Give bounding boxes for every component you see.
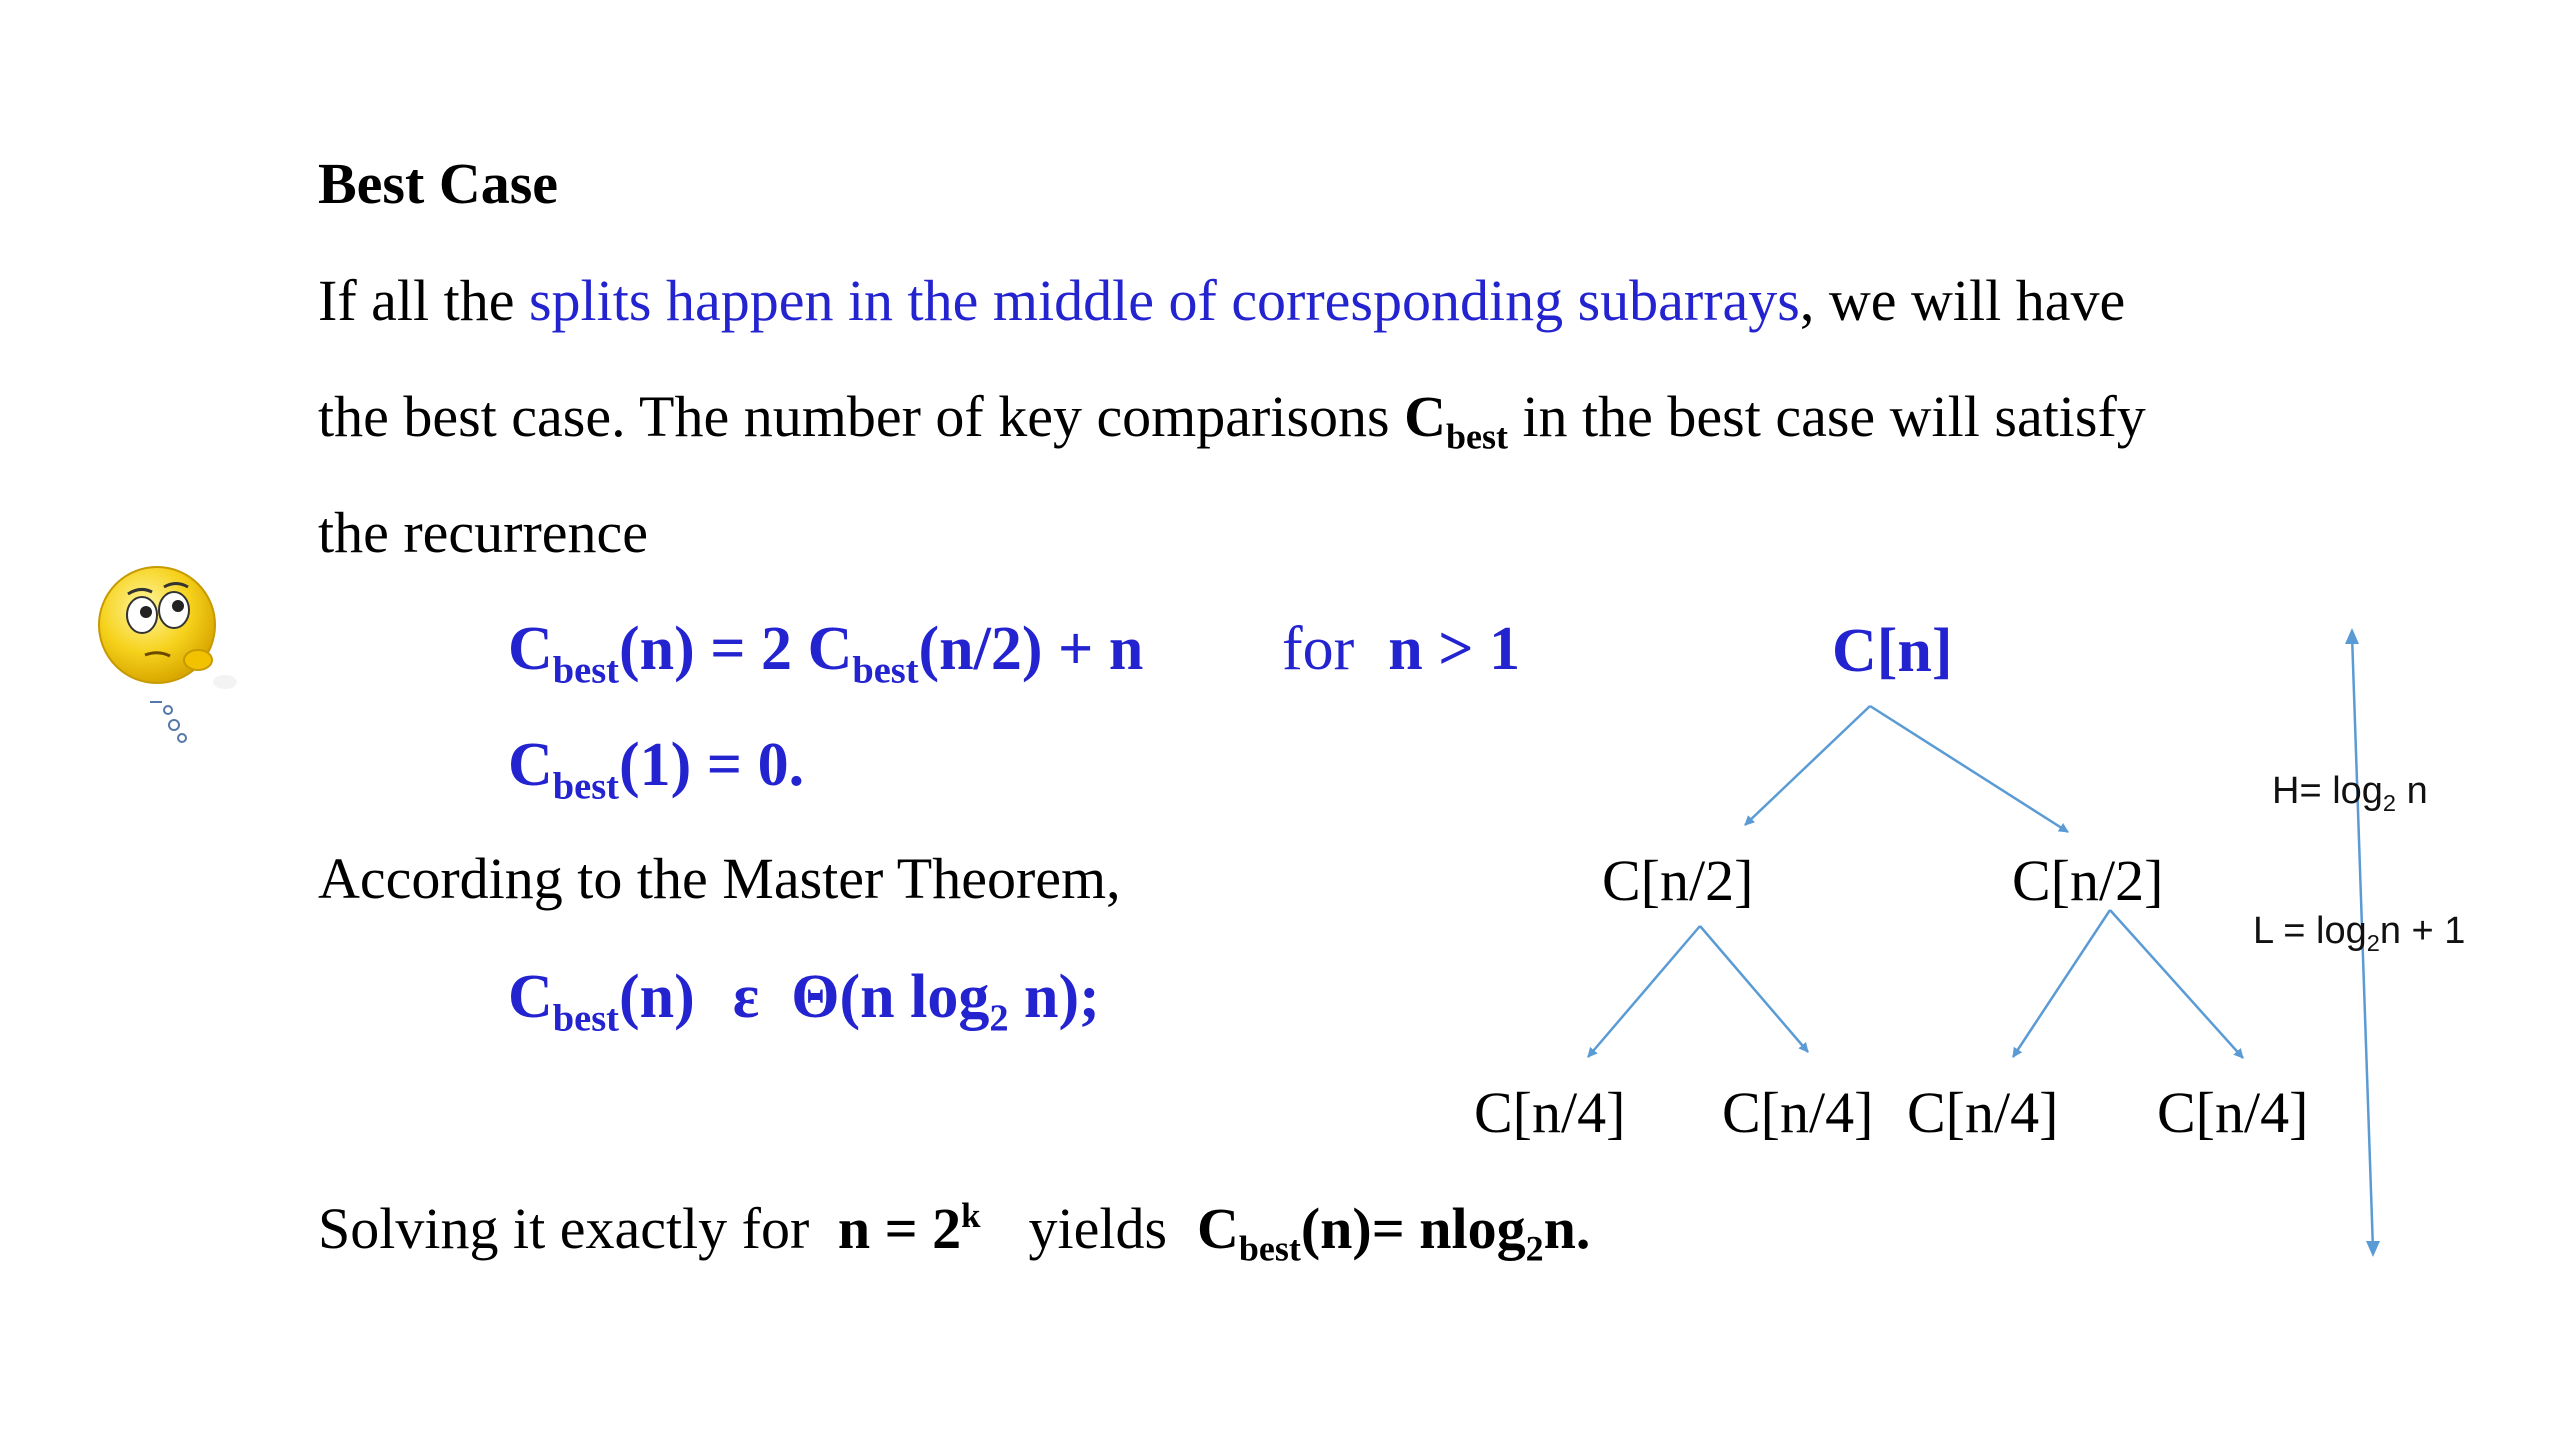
tree-node-level2: C[n/4]	[1474, 1080, 1626, 1145]
tree-root-node: C[n]	[1832, 617, 1953, 685]
theta-equation: $C_{best}(n)$ ε Θ(n $\log_2 n$);	[508, 963, 1100, 1040]
solution-line: Solving it exactly for $n = 2^k$ yields $C_{best}(n)= nlog_2n$.	[318, 1196, 1591, 1269]
text-segment: , we will have	[1799, 268, 2126, 333]
tree-edge	[2013, 910, 2110, 1057]
tree-height-label: $H= \log_2 n$	[2272, 770, 2428, 817]
master-theorem-text: According to the Master Theorem,	[318, 846, 1121, 911]
tree-levels-label: $L = \log_2n + 1$	[2253, 910, 2466, 957]
height-arrow-top	[2345, 628, 2359, 644]
tree-edge	[1745, 706, 1870, 825]
tree-edge	[1700, 926, 1808, 1052]
text-segment: in the best case will satisfy	[1507, 384, 2146, 449]
height-arrow-bottom	[2366, 1241, 2380, 1257]
base-case-equation: $C_{best}(1) = 0$.	[508, 731, 805, 808]
tree-node-level1: C[n/2]	[1602, 848, 1754, 913]
tree-edge	[1870, 706, 2068, 832]
tree-node-level1: C[n/2]	[2012, 848, 2164, 913]
tree-node-level2: C[n/4]	[1907, 1080, 2059, 1145]
tree-edge	[2110, 910, 2243, 1058]
recurrence-equation: $C_{best}(n) = 2$ $C_{best}(n/2) + n$	[508, 615, 1144, 692]
final-result: $C_{best}(n)= nlog_2n$.	[1197, 1196, 1591, 1269]
paragraph-line-3: the recurrence	[318, 500, 649, 565]
text-segment: If all the	[318, 268, 529, 333]
tree-node-level2: C[n/4]	[1722, 1080, 1874, 1145]
slide-heading: Best Case	[318, 151, 559, 216]
text-segment: the best case. The number of key comparisons	[318, 384, 1405, 449]
tree-node-level2: C[n/4]	[2157, 1080, 2309, 1145]
c-best-symbol: $C_{best}$	[1404, 384, 1508, 457]
tree-edge	[1588, 926, 1700, 1057]
highlighted-text: splits happen in the middle of corresponding subarrays	[528, 268, 1800, 333]
recurrence-condition: for n > 1	[1282, 615, 1521, 683]
